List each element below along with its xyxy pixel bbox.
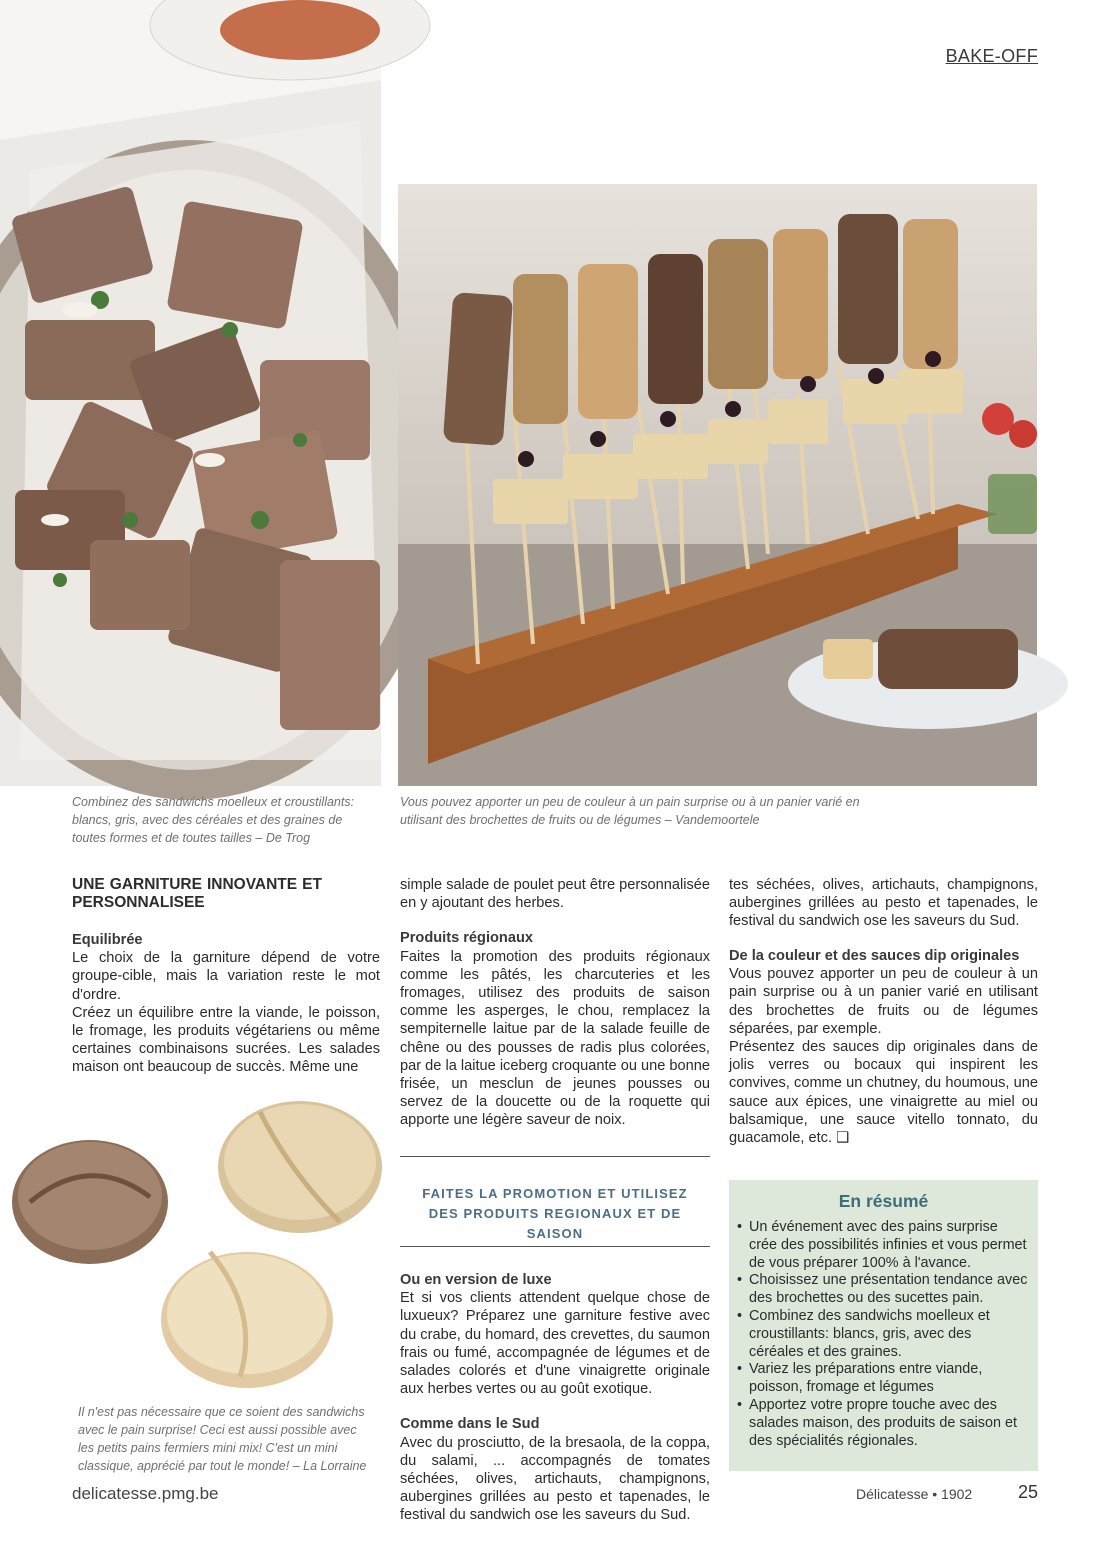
summary-item: • Apportez votre propre touche avec des salades maison, des produits de saison et des spécialités régionales. <box>737 1396 1017 1449</box>
summary-box <box>729 1180 1038 1471</box>
divider <box>400 1246 710 1247</box>
paragraph: Présentez des sauces dip originales dans de jolis verres ou bocaux qui inspirent les convives, comme un chutney, du houmous, une sauce aux épices, une vinaigrette au miel ou balsamique, une sauce vitello tonnato, du guacamole, etc. ❑ <box>729 1039 1038 1147</box>
subheading-produits-regionaux: Produits régionaux <box>400 930 533 947</box>
caption-skewers: Vous pouvez apporter un peu de couleur à un pain surprise ou à un panier varié en utilisant des brochettes de fruits ou de légumes – Vandemoortele <box>400 795 860 827</box>
article-column-1 <box>72 876 380 1077</box>
summary-item: • Variez les préparations entre viande, poisson, fromage et légumes <box>737 1361 983 1396</box>
paragraph: Faites la promotion des produits régionaux comme les pâtés, les charcuteries et les fromages, utilisez des produits de saison comme les asperges, le chou, remplacez la sempiternelle laitue par de la salade feuille de chêne ou des pousses de radis plus colorées, par de la laitue iceberg croquante ou une bonne frisée, un mesclun de jeunes pousses ou servez de la doucette ou de la roquette qui apporte une légère saveur de noix. <box>400 948 710 1129</box>
bread-rolls-photo <box>10 1092 382 1392</box>
subheading-luxe: Ou en version de luxe <box>400 1272 552 1288</box>
paragraph: Vous pouvez apporter un peu de couleur à un pain surprise ou à un panier varié en utilisant des brochettes de fruits ou de légumes séparées, par exemple. <box>729 966 1038 1037</box>
subheading-couleur: De la couleur et des sauces dip originales <box>729 948 1020 964</box>
divider <box>400 1156 710 1157</box>
article-column-3 <box>729 876 1038 1147</box>
article-column-2 <box>400 876 710 1130</box>
paragraph: Le choix de la garniture dépend de votre groupe-cible, mais la variation reste le mot d'ordre. <box>72 950 380 1003</box>
caption-basket: Combinez des sandwichs moelleux et croustillants: blancs, gris, avec des céréales et des graines de toutes formes et de toutes tailles – De Trog <box>72 795 355 845</box>
article-heading: UNE GARNITURE INNOVANTE ET PERSONNALISEE <box>72 876 322 911</box>
skewers-photo <box>398 184 1037 786</box>
summary-item: • Combinez des sandwichs moelleux et croustillants: blancs, gris, avec des céréales et des graines. <box>737 1307 990 1360</box>
pull-quote-line-1: FAITES LA PROMOTION ET UTILISEZ <box>422 1186 688 1201</box>
subheading-sud: Comme dans le Sud <box>400 1416 540 1433</box>
magazine-issue: Délicatesse • 1902 <box>856 1486 973 1502</box>
pull-quote-line-2: DES PRODUITS REGIONAUX ET DE SAISON <box>428 1206 682 1241</box>
caption-rolls: Il n'est pas nécessaire que ce soient des sandwichs avec le pain surprise! Ceci est aussi possible avec les petits pains fermiers mini mix! C'est un mini classique, apprécié par tout le monde! – La Lorraine <box>78 1405 367 1473</box>
sandwich-basket-photo <box>0 0 381 786</box>
summary-item: • Un événement avec des pains surprise crée des possibilités infinies et vous permet de vous préparer 100% à l'avance. <box>737 1219 1027 1271</box>
summary-title: En résumé <box>838 1191 929 1211</box>
summary-item: • Choisissez une présentation tendance avec des brochettes ou des sucettes pain. <box>737 1272 1028 1307</box>
page-number: 25 <box>1018 1482 1039 1502</box>
paragraph: Avec du prosciutto, de la bresaola, de la coppa, du salami, ... accompagnés de tomates séchées, olives, artichauts, champignons, aubergines grillées au pesto et tapenades, le festival du sandwich ose les saveurs du Sud. <box>400 1434 710 1524</box>
paragraph: Créez un équilibre entre la viande, le poisson, le fromage, les produits végétariens ou même certaines combinaisons sucrées. Les salades maison ont beaucoup de succès. Même une <box>72 1004 380 1076</box>
pull-quote <box>400 1184 710 1244</box>
paragraph: simple salade de poulet peut être personnalisée en y ajoutant des herbes. <box>400 877 710 912</box>
subheading-equilibree: Equilibrée <box>72 932 143 948</box>
website-url[interactable]: delicatesse.pmg.be <box>72 1484 219 1503</box>
summary-list <box>729 1219 1038 1450</box>
section-tag: BAKE-OFF <box>945 46 1038 66</box>
paragraph: tes séchées, olives, artichauts, champignons, aubergines grillées au pesto et tapenades, le festival du sandwich ose les saveurs du Sud. <box>729 877 1038 930</box>
paragraph: Et si vos clients attendent quelque chose de luxueux? Préparez une garniture festive avec du crabe, du homard, des crevettes, du saumon frais ou fumé, accompagnée de légumes et de salades colorés et d'une vinaigrette originale aux herbes vertes ou au goût exotique. <box>400 1290 710 1398</box>
article-column-2-lower <box>400 1271 710 1524</box>
